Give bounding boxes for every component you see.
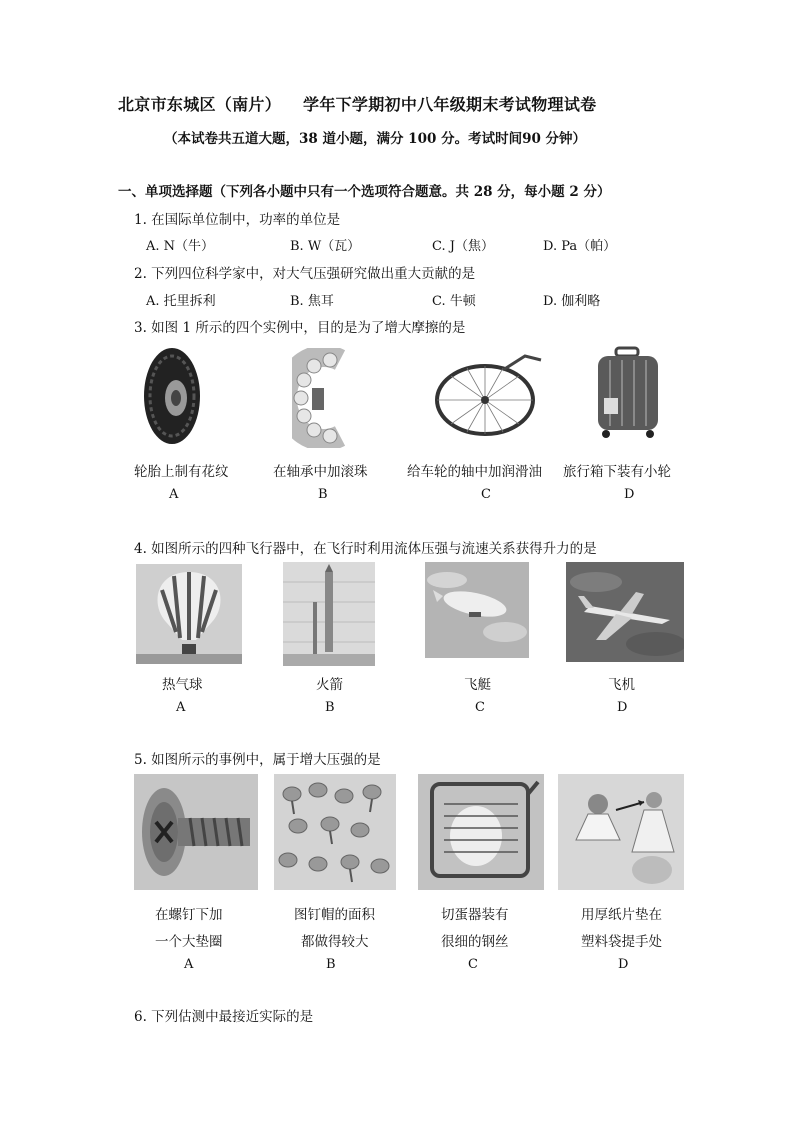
question-2-option-b: B. 焦耳: [290, 294, 334, 309]
question-1-option-b: B. W（瓦）: [290, 239, 361, 254]
egg-slicer-icon: [418, 774, 544, 890]
question-5-caption-a-line1: 在螺钉下加: [155, 907, 223, 923]
question-5-letter-c: C: [468, 957, 478, 972]
question-5-caption-a-line2: 一个大垫圈: [155, 934, 223, 950]
exam-subtitle: （本试卷共五道大题，38 道小题，满分 100 分。考试时间90 分钟）: [164, 131, 587, 147]
tire-image: [140, 344, 204, 448]
question-3-stem: 3. 如图 1 所示的四个实例中，目的是为了增大摩擦的是: [134, 320, 466, 336]
question-5-letter-b: B: [326, 957, 336, 972]
question-4-stem: 4. 如图所示的四种飞行器中，在飞行时利用流体压强与流速关系获得升力的是: [134, 541, 597, 557]
egg-slicer-image: [418, 774, 544, 890]
rocket-icon: [283, 562, 375, 666]
question-5-caption-b-line2: 都做得较大: [301, 934, 369, 950]
question-1-option-a: A. N（牛）: [146, 239, 215, 254]
question-5-caption-d-line2: 塑料袋提手处: [581, 934, 662, 950]
tire-icon: [140, 344, 204, 448]
bicycle-wheel-icon: [433, 352, 545, 438]
question-5-caption-c-line1: 切蛋器装有: [441, 907, 509, 923]
question-3-caption-b: 在轴承中加滚珠: [273, 464, 368, 480]
question-3-letter-c: C: [481, 487, 491, 502]
question-1-stem: 1. 在国际单位制中，功率的单位是: [134, 212, 341, 228]
bearing-icon: [292, 348, 352, 448]
plastic-bag-icon: [558, 774, 684, 890]
question-5-caption-c-line2: 很细的钢丝: [441, 934, 509, 950]
question-3-caption-c: 给车轮的轴中加润滑油: [407, 464, 542, 480]
plastic-bag-image: [558, 774, 684, 890]
question-1-option-d: D. Pa（帕）: [543, 239, 617, 254]
section-heading: 一、单项选择题（下列各小题中只有一个选项符合题意。共 28 分，每小题 2 分）: [118, 184, 611, 200]
question-4-caption-d: 飞机: [608, 677, 635, 693]
hot-air-balloon-icon: [136, 564, 242, 664]
suitcase-icon: [590, 346, 666, 440]
question-6-stem: 6. 下列估测中最接近实际的是: [134, 1009, 314, 1025]
bicycle-wheel-image: [433, 352, 545, 438]
thumbtacks-image: [274, 774, 396, 890]
rocket-image: [283, 562, 375, 666]
exam-title: [118, 92, 596, 115]
bearing-image: [292, 348, 352, 448]
airship-icon: [425, 562, 529, 658]
question-4-letter-c: C: [475, 700, 485, 715]
question-3-caption-a: 轮胎上制有花纹: [134, 464, 229, 480]
question-5-letter-d: D: [618, 957, 629, 972]
question-4-letter-b: B: [325, 700, 335, 715]
question-4-letter-d: D: [617, 700, 628, 715]
question-4-letter-a: A: [176, 700, 186, 715]
question-4-caption-b: 火箭: [316, 677, 343, 693]
question-2-option-d: D. 伽利略: [543, 294, 601, 309]
exam-title-right: 学年下学期初中八年级期末考试物理试卷: [303, 95, 597, 114]
question-1-option-c: C. J（焦）: [432, 239, 494, 254]
hot-air-balloon-image: [136, 564, 242, 664]
question-5-caption-b-line1: 图钉帽的面积: [294, 907, 375, 923]
question-5-caption-d-line1: 用厚纸片垫在: [581, 907, 662, 923]
question-3-caption-d: 旅行箱下装有小轮: [563, 464, 671, 480]
question-5-stem: 5. 如图所示的事例中，属于增大压强的是: [134, 752, 381, 768]
screw-washer-image: [134, 774, 258, 890]
question-2-option-c: C. 牛顿: [432, 294, 476, 309]
question-4-caption-a: 热气球: [162, 677, 203, 693]
airship-image: [425, 562, 529, 658]
question-2-option-a: A. 托里拆利: [146, 294, 216, 309]
question-5-letter-a: A: [184, 957, 194, 972]
thumbtack-icon: [274, 774, 396, 890]
question-2-stem: 2. 下列四位科学家中，对大气压强研究做出重大贡献的是: [134, 266, 476, 282]
exam-title-left: 北京市东城区（南片）: [118, 95, 282, 114]
question-4-caption-c: 飞艇: [464, 677, 491, 693]
screw-icon: [134, 774, 258, 890]
question-3-letter-b: B: [318, 487, 328, 502]
question-3-letter-a: A: [169, 487, 179, 502]
question-3-letter-d: D: [624, 487, 635, 502]
luggage-image: [590, 346, 666, 440]
airplane-image: [566, 562, 684, 662]
airplane-icon: [566, 562, 684, 662]
